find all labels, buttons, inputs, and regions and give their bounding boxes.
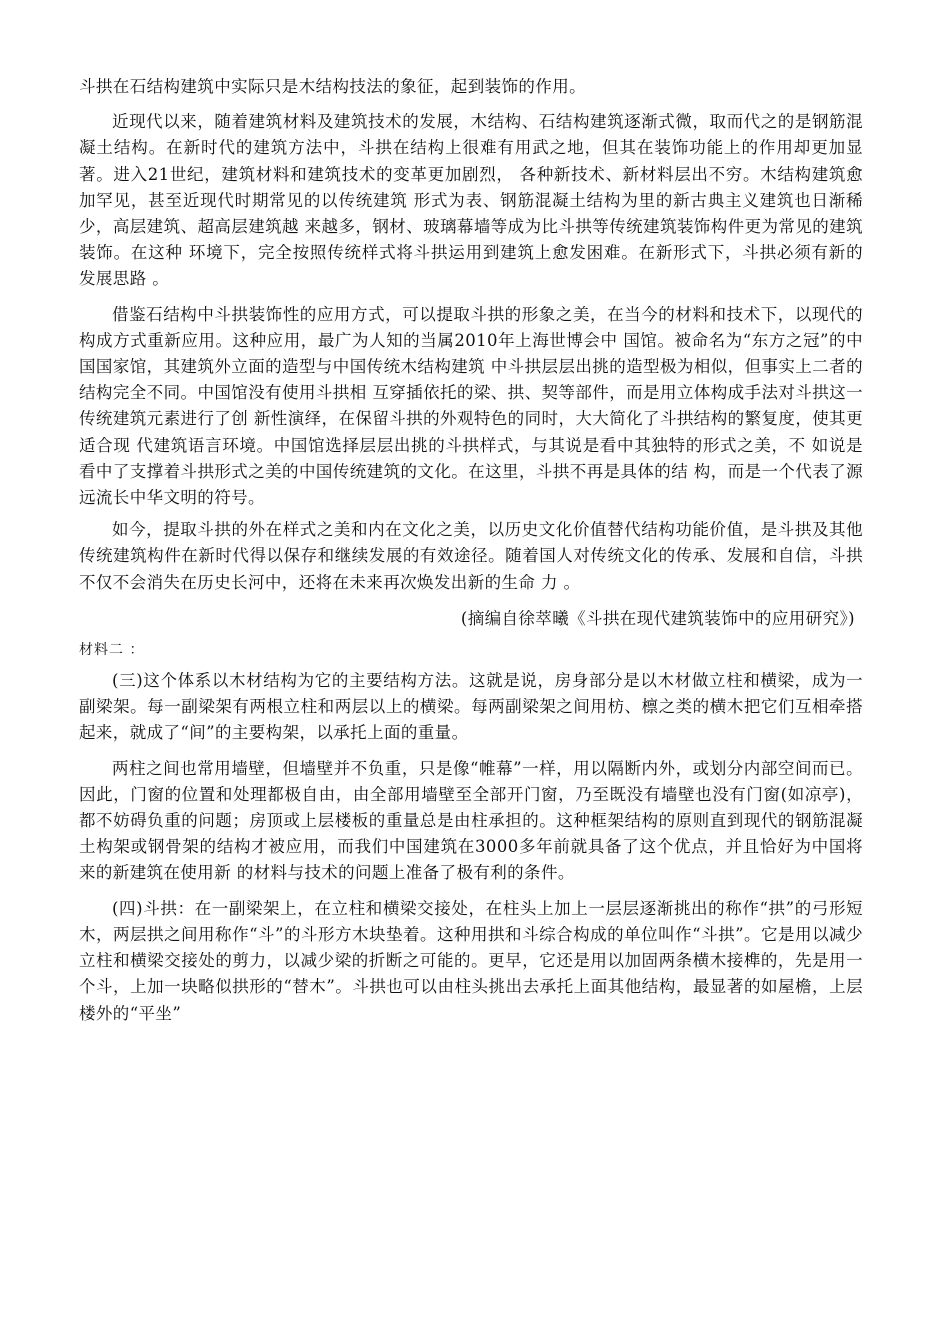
paragraph-2: 近现代以来，随着建筑材料及建筑技术的发展，木结构、石结构建筑逐渐式微，取而代之的是钢筋混凝土结构。在新时代的建筑方法中，斗拱在结构上很难有用武之地，但其在装饰功能上的作用却更加显著。进入21世纪，建筑材料和建筑技术的变革更加剧烈， 各种新技术、新材料层出不穷。木结构建筑愈加罕见，甚至近现代时期常见的以传统建筑 形式为表、钢筋混凝土结构为里的新古典主义建筑也日渐稀少，高层建筑、超高层建筑越 来越多，钢材、玻璃幕墙等成为比斗拱等传统建筑装饰构件更为常见的建筑装饰。在这种 环境下，完全按照传统样式将斗拱运用到建筑上愈发困难。在新形式下，斗拱必须有新的 发展思路 。 [79, 112, 863, 289]
paragraph-3: 借鉴石结构中斗拱装饰性的应用方式，可以提取斗拱的形象之美，在当今的材料和技术下，以现代的构成方式重新应用。这种应用，最广为人知的当属2010年上海世博会中 国馆。被命名为“东方之冠”的中国国家馆，其建筑外立面的造型与中国传统木结构建筑 中斗拱层层出挑的造型极为相似，但事实上二者的结构完全不同。中国馆没有使用斗拱相 互穿插依托的梁、拱、契等部件，而是用立体构成手法对斗拱这一传统建筑元素进行了创 新性演绎，在保留斗拱的外观特色的同时，大大简化了斗拱结构的繁复度，使其更适合现 代建筑语言环境。中国馆选择层层出挑的斗拱样式，与其说是看中其独特的形式之美，不 如说是看中了支撑着斗拱形式之美的中国传统建筑的文化。在这里，斗拱不再是具体的结 构，而是一个代表了源远流长中华文明的符号。 [79, 304, 863, 508]
material-two-label: 材料二 ： [79, 642, 145, 659]
paragraph-6: 两柱之间也常用墙壁，但墙壁并不负重，只是像“帷幕”一样，用以隔断内外，或划分内部空间而已。因此，门窗的位置和处理都极自由，由全部用墙壁至全部开门窗，乃至既没有墙壁也没有门窗(如凉亭)，都不妨碍负重的问题；房顶或上层楼板的重量总是由柱承担的。这种框架结构的原则直到现代的钢筋混凝土构架或钢骨架的结构才被应用，而我们中国建筑在3000多年前就具备了这个优点，并且恰好为中国将来的新建筑在使用新 的材料与技术的问题上准备了极有利的条件。 [79, 758, 863, 883]
paragraph-7-section-four: (四)斗拱：在一副梁架上，在立柱和横梁交接处，在柱头上加上一层层逐渐挑出的称作“拱”的弓形短木，两层拱之间用称作“斗”的斗形方木块垫着。这种用拱和斗综合构成的单位叫作“斗拱”。它是用以减少立柱和横梁交接处的剪力，以减少梁的折断之可能的。更早，它还是用以加固两条横木接榫的，先是用一个斗，上加一块略似拱形的“替木”。斗拱也可以由柱头挑出去承托上面其他结构，最显著的如屋檐，上层楼外的“平坐” [79, 898, 863, 1023]
document-page [79, 74, 863, 1027]
paragraph-1-continuation: 斗拱在石结构建筑中实际只是木结构技法的象征，起到装饰的作用。 [79, 77, 586, 96]
source-citation: (摘编自徐萃曦《斗拱在现代建筑装饰中的应用研究》) [460, 608, 855, 628]
paragraph-5-section-three: (三)这个体系以木材结构为它的主要结构方法。这就是说，房身部分是以木材做立柱和横梁，成为一副梁架。每一副梁架有两根立柱和两层以上的横梁。每两副梁架之间用枋、檩之类的横木把它们互相牵搭起来，就成了“间”的主要构架，以承托上面的重量。 [79, 671, 863, 743]
paragraph-4: 如今，提取斗拱的外在样式之美和内在文化之美，以历史文化价值替代结构功能价值，是斗拱及其他传统建筑构件在新时代得以保存和继续发展的有效途径。随着国人对传统文化的传承、发展和自信，斗拱不仅不会消失在历史长河中，还将在未来再次焕发出新的生命 力 。 [79, 520, 863, 592]
